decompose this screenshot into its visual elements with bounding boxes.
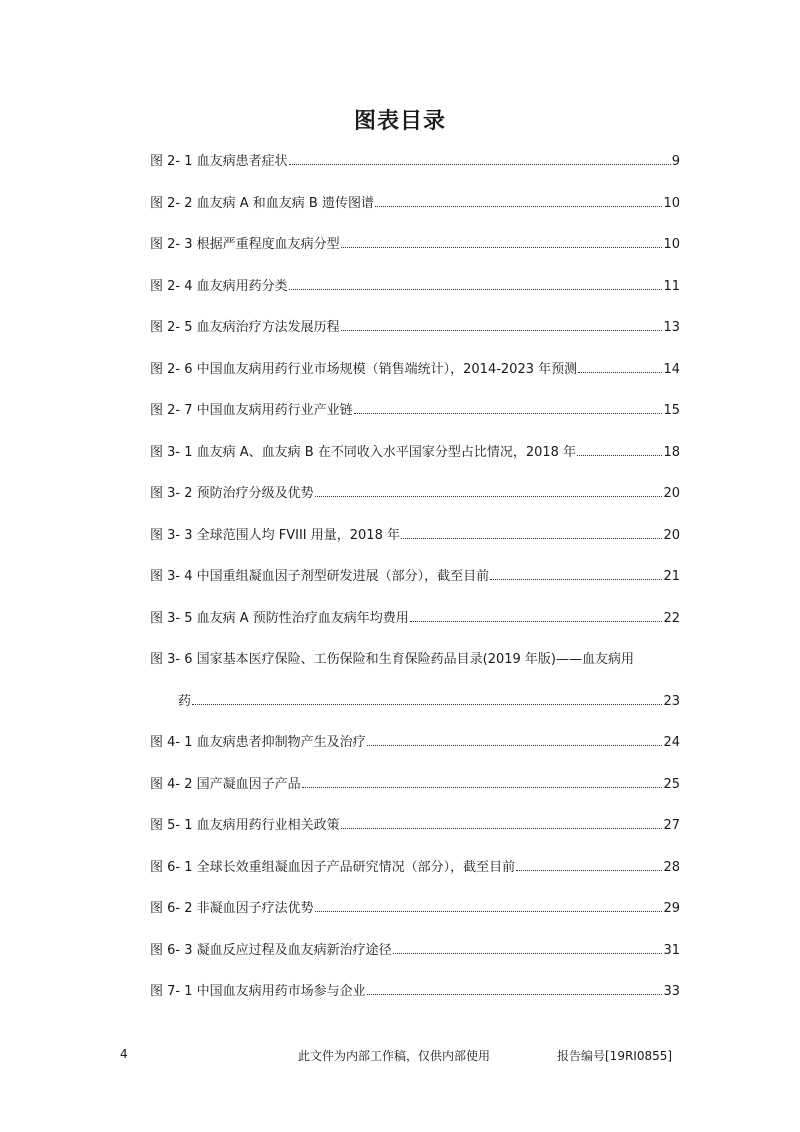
toc-entry-label: 图 2- 2 血友病 A 和血友病 B 遗传图谱 [150,195,374,211]
dot-leader [367,984,663,995]
toc-entry-page: 25 [663,776,680,792]
dot-leader [367,735,663,746]
toc-entry-page: 10 [663,195,680,211]
dot-leader [354,403,663,414]
toc-entry-page: 10 [663,237,680,252]
page-title: 图表目录 [353,109,446,134]
toc-entry-label: 图 2- 5 血友病治疗方法发展历程 [150,320,340,335]
toc-entry[interactable] [150,731,680,773]
footer-page-number: 4 [120,1047,128,1061]
dot-leader [192,694,662,705]
toc-entry-label: 药 [178,693,192,709]
toc-entry-label: 图 2- 3 根据严重程度血友病分型 [150,237,340,252]
toc-entry[interactable] [150,565,680,607]
toc-entry-label: 图 2- 7 中国血友病用药行业产业链 [150,403,353,418]
toc-entry-page: 23 [663,693,680,709]
toc-entry[interactable] [150,275,680,317]
toc-entry[interactable] [150,524,680,566]
dot-leader [578,362,662,373]
dot-leader [516,860,662,871]
toc-entry[interactable] [150,150,680,192]
toc-entry-page: 27 [663,818,680,833]
dot-leader [341,818,663,829]
toc-entry-label: 图 2- 1 血友病患者症状 [150,154,288,169]
toc-entry-page: 13 [663,320,680,335]
dot-leader [315,486,663,497]
toc-entry-label: 图 3- 1 血友病 A、血友病 B 在不同收入水平国家分型占比情况，2018 年 [150,444,577,460]
toc-entry[interactable] [150,192,680,234]
toc-entry[interactable] [150,897,680,939]
toc-entry-page: 29 [663,901,680,916]
toc-entry-page: 28 [663,859,680,875]
toc-entry-page: 14 [663,361,680,377]
dot-leader [341,237,663,248]
dot-leader [401,528,662,539]
toc-entry-page: 33 [663,984,680,999]
toc-entry-label: 图 2- 6 中国血友病用药行业市场规模（销售端统计），2014-2023 年预测 [150,361,578,377]
dot-leader [302,777,663,788]
figure-index [150,150,680,1022]
dot-leader [289,154,671,165]
toc-entry-label: 图 6- 3 凝血反应过程及血友病新治疗途径 [150,942,392,958]
toc-entry[interactable] [150,482,680,524]
toc-entry-line2[interactable] [150,690,680,732]
toc-entry[interactable] [150,773,680,815]
toc-entry-page: 22 [663,610,680,626]
toc-entry[interactable] [150,607,680,649]
toc-entry-page: 20 [663,527,680,543]
toc-entry-label: 图 4- 1 血友病患者抑制物产生及治疗 [150,735,366,750]
toc-entry-label: 图 6- 1 全球长效重组凝血因子产品研究情况（部分），截至目前 [150,859,516,875]
toc-entry-page: 31 [663,942,680,958]
toc-entry-label: 图 3- 5 血友病 A 预防性治疗血友病年均费用 [150,610,409,626]
toc-entry-label: 图 3- 6 国家基本医疗保险、工伤保险和生育保险药品目录(2019 年版)——血友病用 [150,652,634,667]
toc-entry-page: 9 [671,154,680,169]
toc-entry-label: 图 3- 4 中国重组凝血因子剂型研发进展（部分），截至目前 [150,569,490,584]
toc-entry[interactable] [150,316,680,358]
toc-entry[interactable] [150,939,680,981]
toc-entry-label: 图 3- 3 全球范围人均 FVIII 用量，2018 年 [150,527,400,543]
toc-entry-label: 图 7- 1 中国血友病用药市场参与企业 [150,984,366,999]
toc-entry-label: 图 2- 4 血友病用药分类 [150,278,288,294]
dot-leader [341,320,663,331]
toc-entry-label: 图 6- 2 非凝血因子疗法优势 [150,901,314,916]
toc-entry[interactable] [150,233,680,275]
toc-entry-label: 图 5- 1 血友病用药行业相关政策 [150,818,340,833]
toc-entry[interactable] [150,358,680,400]
dot-leader [289,279,663,290]
toc-entry-label: 图 3- 2 预防治疗分级及优势 [150,486,314,501]
toc-entry[interactable] [150,814,680,856]
toc-entry-label: 图 4- 2 国产凝血因子产品 [150,776,301,792]
toc-entry[interactable] [150,441,680,483]
dot-leader [375,196,662,207]
toc-entry-page: 15 [663,403,680,418]
dot-leader [393,943,663,954]
toc-entry[interactable] [150,980,680,1022]
toc-entry[interactable] [150,399,680,441]
dot-leader [490,569,662,580]
toc-entry-page: 20 [663,486,680,501]
toc-entry-page: 11 [663,278,680,294]
footer-notice: 此文件为内部工作稿，仅供内部使用 [298,1049,491,1063]
toc-entry-page: 18 [663,444,680,460]
dot-leader [577,445,662,456]
toc-entry-page: 24 [663,735,680,750]
footer-report-id: 报告编号[19RI0855] [557,1049,673,1063]
dot-leader [315,901,663,912]
toc-entry[interactable] [150,856,680,898]
dot-leader [410,611,663,622]
toc-entry-page: 21 [663,569,680,584]
toc-entry-line1[interactable] [150,648,680,690]
